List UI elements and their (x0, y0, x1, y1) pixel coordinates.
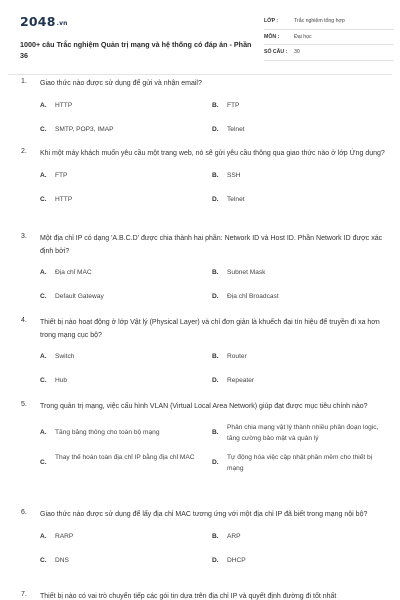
option-letter: D. (212, 125, 219, 133)
answer-option[interactable] (40, 291, 212, 315)
option-text: DNS (55, 556, 69, 564)
answer-option[interactable] (40, 375, 212, 399)
option-text: Repeater (227, 377, 255, 384)
option-letter: C. (40, 125, 47, 133)
answer-options (40, 170, 386, 218)
question-item (0, 317, 400, 401)
answer-option[interactable] (212, 555, 384, 579)
option-text: Router (227, 353, 247, 360)
option-text: ARP (227, 532, 241, 540)
logo-text: 2048 (20, 14, 56, 29)
answer-options (40, 100, 386, 148)
option-text: DHCP (227, 556, 246, 564)
answer-option[interactable] (40, 100, 212, 124)
option-text: Switch (55, 353, 75, 360)
answer-option[interactable] (212, 452, 384, 482)
option-letter: C. (40, 195, 47, 203)
meta-key: LỚP : (264, 18, 279, 24)
option-letter: B. (212, 353, 219, 360)
option-letter: A. (40, 171, 47, 179)
option-text: HTTP (55, 101, 73, 109)
question-number: 4. (21, 317, 27, 324)
option-text: SMTP, POP3, IMAP (55, 125, 114, 133)
question-number: 2. (21, 148, 27, 155)
answer-option[interactable] (212, 170, 384, 194)
option-text: Subnet Mask (227, 269, 266, 276)
option-letter: B. (212, 269, 219, 276)
option-text: RARP (55, 532, 74, 540)
option-letter: C. (40, 293, 47, 300)
answer-option[interactable] (212, 100, 384, 124)
question-item (0, 401, 400, 509)
question-item (0, 233, 400, 317)
answer-option[interactable] (40, 531, 212, 555)
answer-option[interactable] (212, 531, 384, 555)
answer-option[interactable] (40, 124, 212, 148)
question-text: Trong quản trị mạng, việc cấu hình VLAN (Virtual Local Area Network) giúp đạt được mục tiêu chính nào? (40, 403, 368, 410)
answer-option[interactable] (212, 422, 384, 452)
option-letter: D. (212, 458, 219, 466)
option-letter: B. (212, 101, 219, 109)
meta-row-subject (264, 30, 394, 46)
answer-option[interactable] (40, 351, 212, 375)
option-letter: A. (40, 101, 47, 109)
option-text: Telnet (227, 125, 245, 133)
option-letter: D. (212, 293, 219, 300)
answer-option[interactable] (40, 267, 212, 291)
option-letter: A. (40, 428, 47, 436)
option-letter: C. (40, 556, 47, 564)
option-text: Default Gateway (55, 293, 104, 300)
question-list (0, 78, 400, 600)
question-text: Giao thức nào được sử dụng để gửi và nhận email? (40, 80, 202, 87)
option-letter: C. (40, 377, 47, 384)
question-number: 7. (21, 591, 27, 598)
logo-suffix: .vn (56, 20, 68, 27)
question-number: 5. (21, 401, 27, 408)
answer-options (40, 267, 386, 315)
question-item (0, 148, 400, 233)
option-text: Hub (55, 377, 68, 384)
question-item (0, 591, 400, 600)
meta-info (264, 14, 394, 61)
option-letter: A. (40, 269, 47, 276)
question-text: Khi một máy khách muốn yêu cầu một trang web, nó sẽ gửi yêu cầu thông qua giao thức nào ở lớp Ứng dụng? (40, 150, 385, 157)
meta-value: 30 (294, 49, 300, 55)
answer-option[interactable] (212, 291, 384, 315)
question-text: Một địa chỉ IP có dạng 'A.B.C.D' được chia thành hai phần: Network ID và Host ID. Phần Network ID được xác định bởi? (40, 235, 383, 255)
meta-row-class (264, 14, 394, 30)
option-letter: A. (40, 353, 47, 360)
option-text: Địa chỉ MAC (55, 269, 92, 276)
question-number: 6. (21, 509, 27, 516)
answer-option[interactable] (40, 555, 212, 579)
option-text: Thay thế hoàn toàn địa chỉ IP bằng địa chỉ MAC (55, 453, 195, 461)
question-text: Giao thức nào được sử dụng để lấy địa chỉ MAC tương ứng với một địa chỉ IP đã biết trong mạng nội bộ? (40, 511, 368, 518)
question-item (0, 509, 400, 591)
page-title: 1000+ câu Trắc nghiệm Quản trị mạng và hệ thống có đáp án - Phần 36 (20, 40, 252, 60)
meta-value: Đại học (294, 33, 312, 40)
question-text: Thiết bị nào có vai trò chuyển tiếp các gói tin dựa trên địa chỉ IP và quyết định đường đi tốt nhất (40, 593, 337, 600)
answer-option[interactable] (212, 375, 384, 399)
header-divider (8, 74, 392, 75)
option-text: HTTP (55, 195, 73, 203)
answer-options (40, 531, 386, 579)
option-text: Telnet (227, 195, 245, 203)
meta-row-count (264, 45, 394, 61)
option-text: Tăng băng thông cho toàn bộ mạng (55, 428, 160, 436)
meta-key: MÔN : (264, 33, 280, 40)
question-text: Thiết bị nào hoạt động ở lớp Vật lý (Physical Layer) và chỉ đơn giản là khuếch đại tín hiệu để truyền đi xa hơn trong mạng cục bộ? (40, 319, 380, 339)
option-letter: A. (40, 532, 47, 540)
option-text: FTP (55, 171, 68, 179)
option-letter: B. (212, 532, 219, 540)
meta-value: Trắc nghiệm tổng hợp (294, 18, 345, 24)
site-logo[interactable] (20, 14, 68, 29)
question-number: 3. (21, 233, 27, 240)
option-text: SSH (227, 171, 241, 179)
question-item (0, 78, 400, 148)
option-letter: C. (40, 458, 47, 466)
answer-options (40, 422, 386, 482)
question-number: 1. (21, 78, 27, 85)
option-text: Phân chia mạng vật lý thành nhiều phân đoạn logic, tăng cường bảo mật và quản lý (227, 423, 379, 442)
answer-option[interactable] (40, 170, 212, 194)
option-text: Địa chỉ Broadcast (227, 293, 279, 300)
answer-option[interactable] (40, 194, 212, 218)
answer-option[interactable] (212, 124, 384, 148)
option-text: FTP (227, 101, 240, 109)
option-letter: D. (212, 195, 219, 203)
option-letter: D. (212, 556, 219, 564)
answer-option[interactable] (212, 194, 384, 218)
answer-option[interactable] (40, 452, 212, 482)
option-letter: B. (212, 171, 219, 179)
document-header (12, 10, 388, 66)
answer-option[interactable] (40, 422, 212, 452)
option-text: Tự động hóa việc cập nhật phần mềm cho thiết bị mạng (227, 453, 373, 472)
meta-key: SỐ CÂU : (264, 49, 288, 55)
answer-options (40, 351, 386, 399)
answer-option[interactable] (212, 267, 384, 291)
option-letter: B. (212, 428, 219, 436)
answer-option[interactable] (212, 351, 384, 375)
option-letter: D. (212, 377, 219, 384)
